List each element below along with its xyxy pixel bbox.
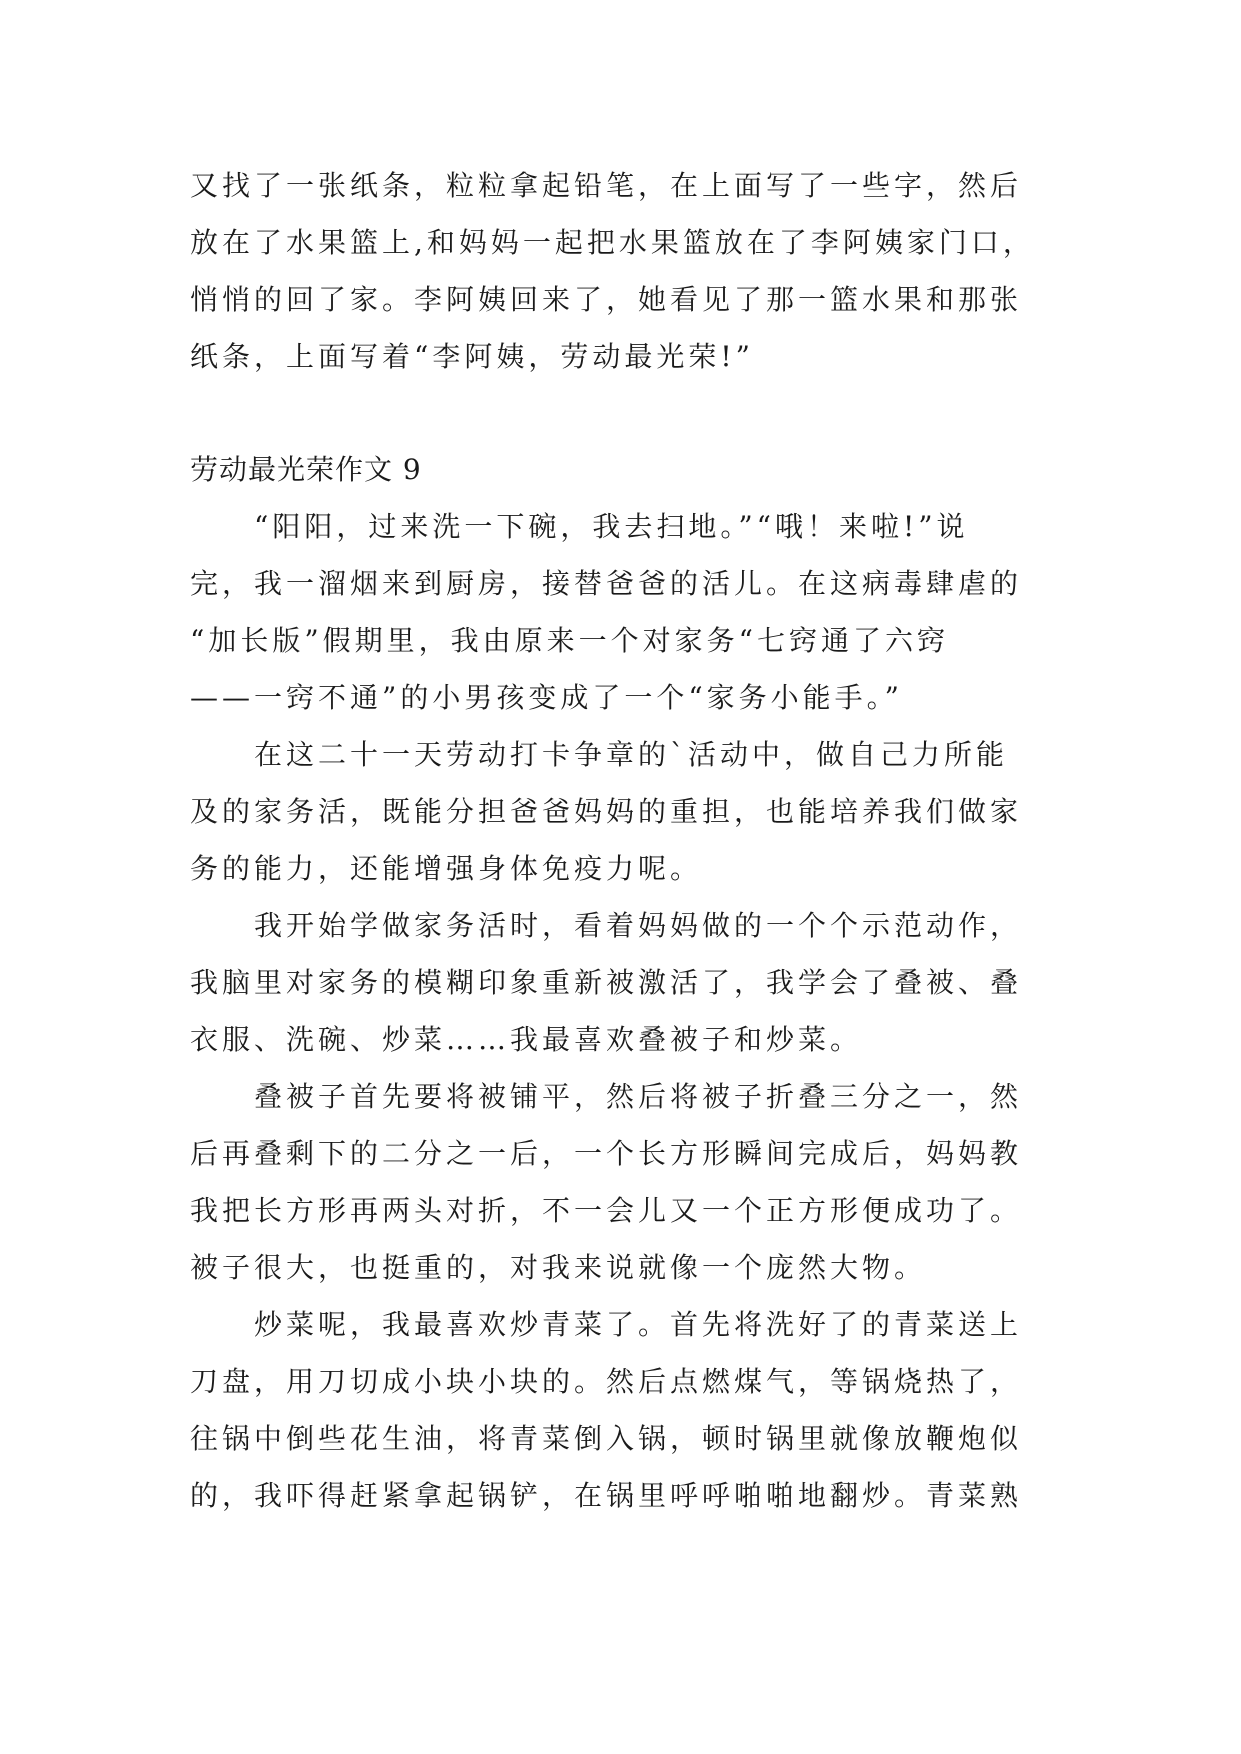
- text-line: 炒菜呢，我最喜欢炒青菜了。首先将洗好了的青菜送上: [190, 1308, 1023, 1341]
- text-line: 衣服、洗碗、炒菜……我最喜欢叠被子和炒菜。: [190, 1023, 863, 1056]
- text-line: 悄悄的回了家。李阿姨回来了，她看见了那一篮水果和那张: [190, 283, 1023, 316]
- text-line: 后再叠剩下的二分之一后，一个长方形瞬间完成后，妈妈教: [190, 1137, 1023, 1170]
- text-line: 及的家务活，既能分担爸爸妈妈的重担，也能培养我们做家: [190, 795, 1023, 828]
- text-line: 纸条，上面写着“李阿姨，劳动最光荣!”: [190, 340, 754, 373]
- text-line: 务的能力，还能增强身体免疫力呢。: [190, 852, 703, 885]
- text-line: 往锅中倒些花生油，将青菜倒入锅，顿时锅里就像放鞭炮似: [190, 1422, 1023, 1455]
- text-line: 被子很大，也挺重的，对我来说就像一个庞然大物。: [190, 1251, 927, 1284]
- text-line: 的，我吓得赶紧拿起锅铲，在锅里呼呼啪啪地翻炒。青菜熟: [190, 1479, 1023, 1512]
- text-line: 刀盘，用刀切成小块小块的。然后点燃煤气，等锅烧热了，: [190, 1365, 1023, 1398]
- text-line: 我脑里对家务的模糊印象重新被激活了，我学会了叠被、叠: [190, 966, 1023, 999]
- text-line: 又找了一张纸条，粒粒拿起铅笔，在上面写了一些字，然后: [190, 169, 1023, 202]
- text-line: 我把长方形再两头对折，不一会儿又一个正方形便成功了。: [190, 1194, 1023, 1227]
- text-line: “阳阳，过来洗一下碗，我去扫地。”“哦！来啦!”说: [190, 510, 969, 543]
- text-line: 在这二十一天劳动打卡争章的`活动中，做自己力所能: [190, 738, 1009, 771]
- text-line: 我开始学做家务活时，看着妈妈做的一个个示范动作，: [190, 909, 1023, 942]
- text-line: 放在了水果篮上,和妈妈一起把水果篮放在了李阿姨家门口，: [190, 226, 1035, 259]
- text-line: 叠被子首先要将被铺平，然后将被子折叠三分之一，然: [190, 1080, 1023, 1113]
- text-line: ——一窍不通”的小男孩变成了一个“家务小能手。”: [190, 681, 903, 714]
- text-line: 完，我一溜烟来到厨房，接替爸爸的活儿。在这病毒肆虐的: [190, 567, 1023, 600]
- text-line: “加长版”假期里，我由原来一个对家务“七窍通了六窍: [190, 624, 949, 657]
- section-heading: 劳动最光荣作文 9: [190, 453, 422, 486]
